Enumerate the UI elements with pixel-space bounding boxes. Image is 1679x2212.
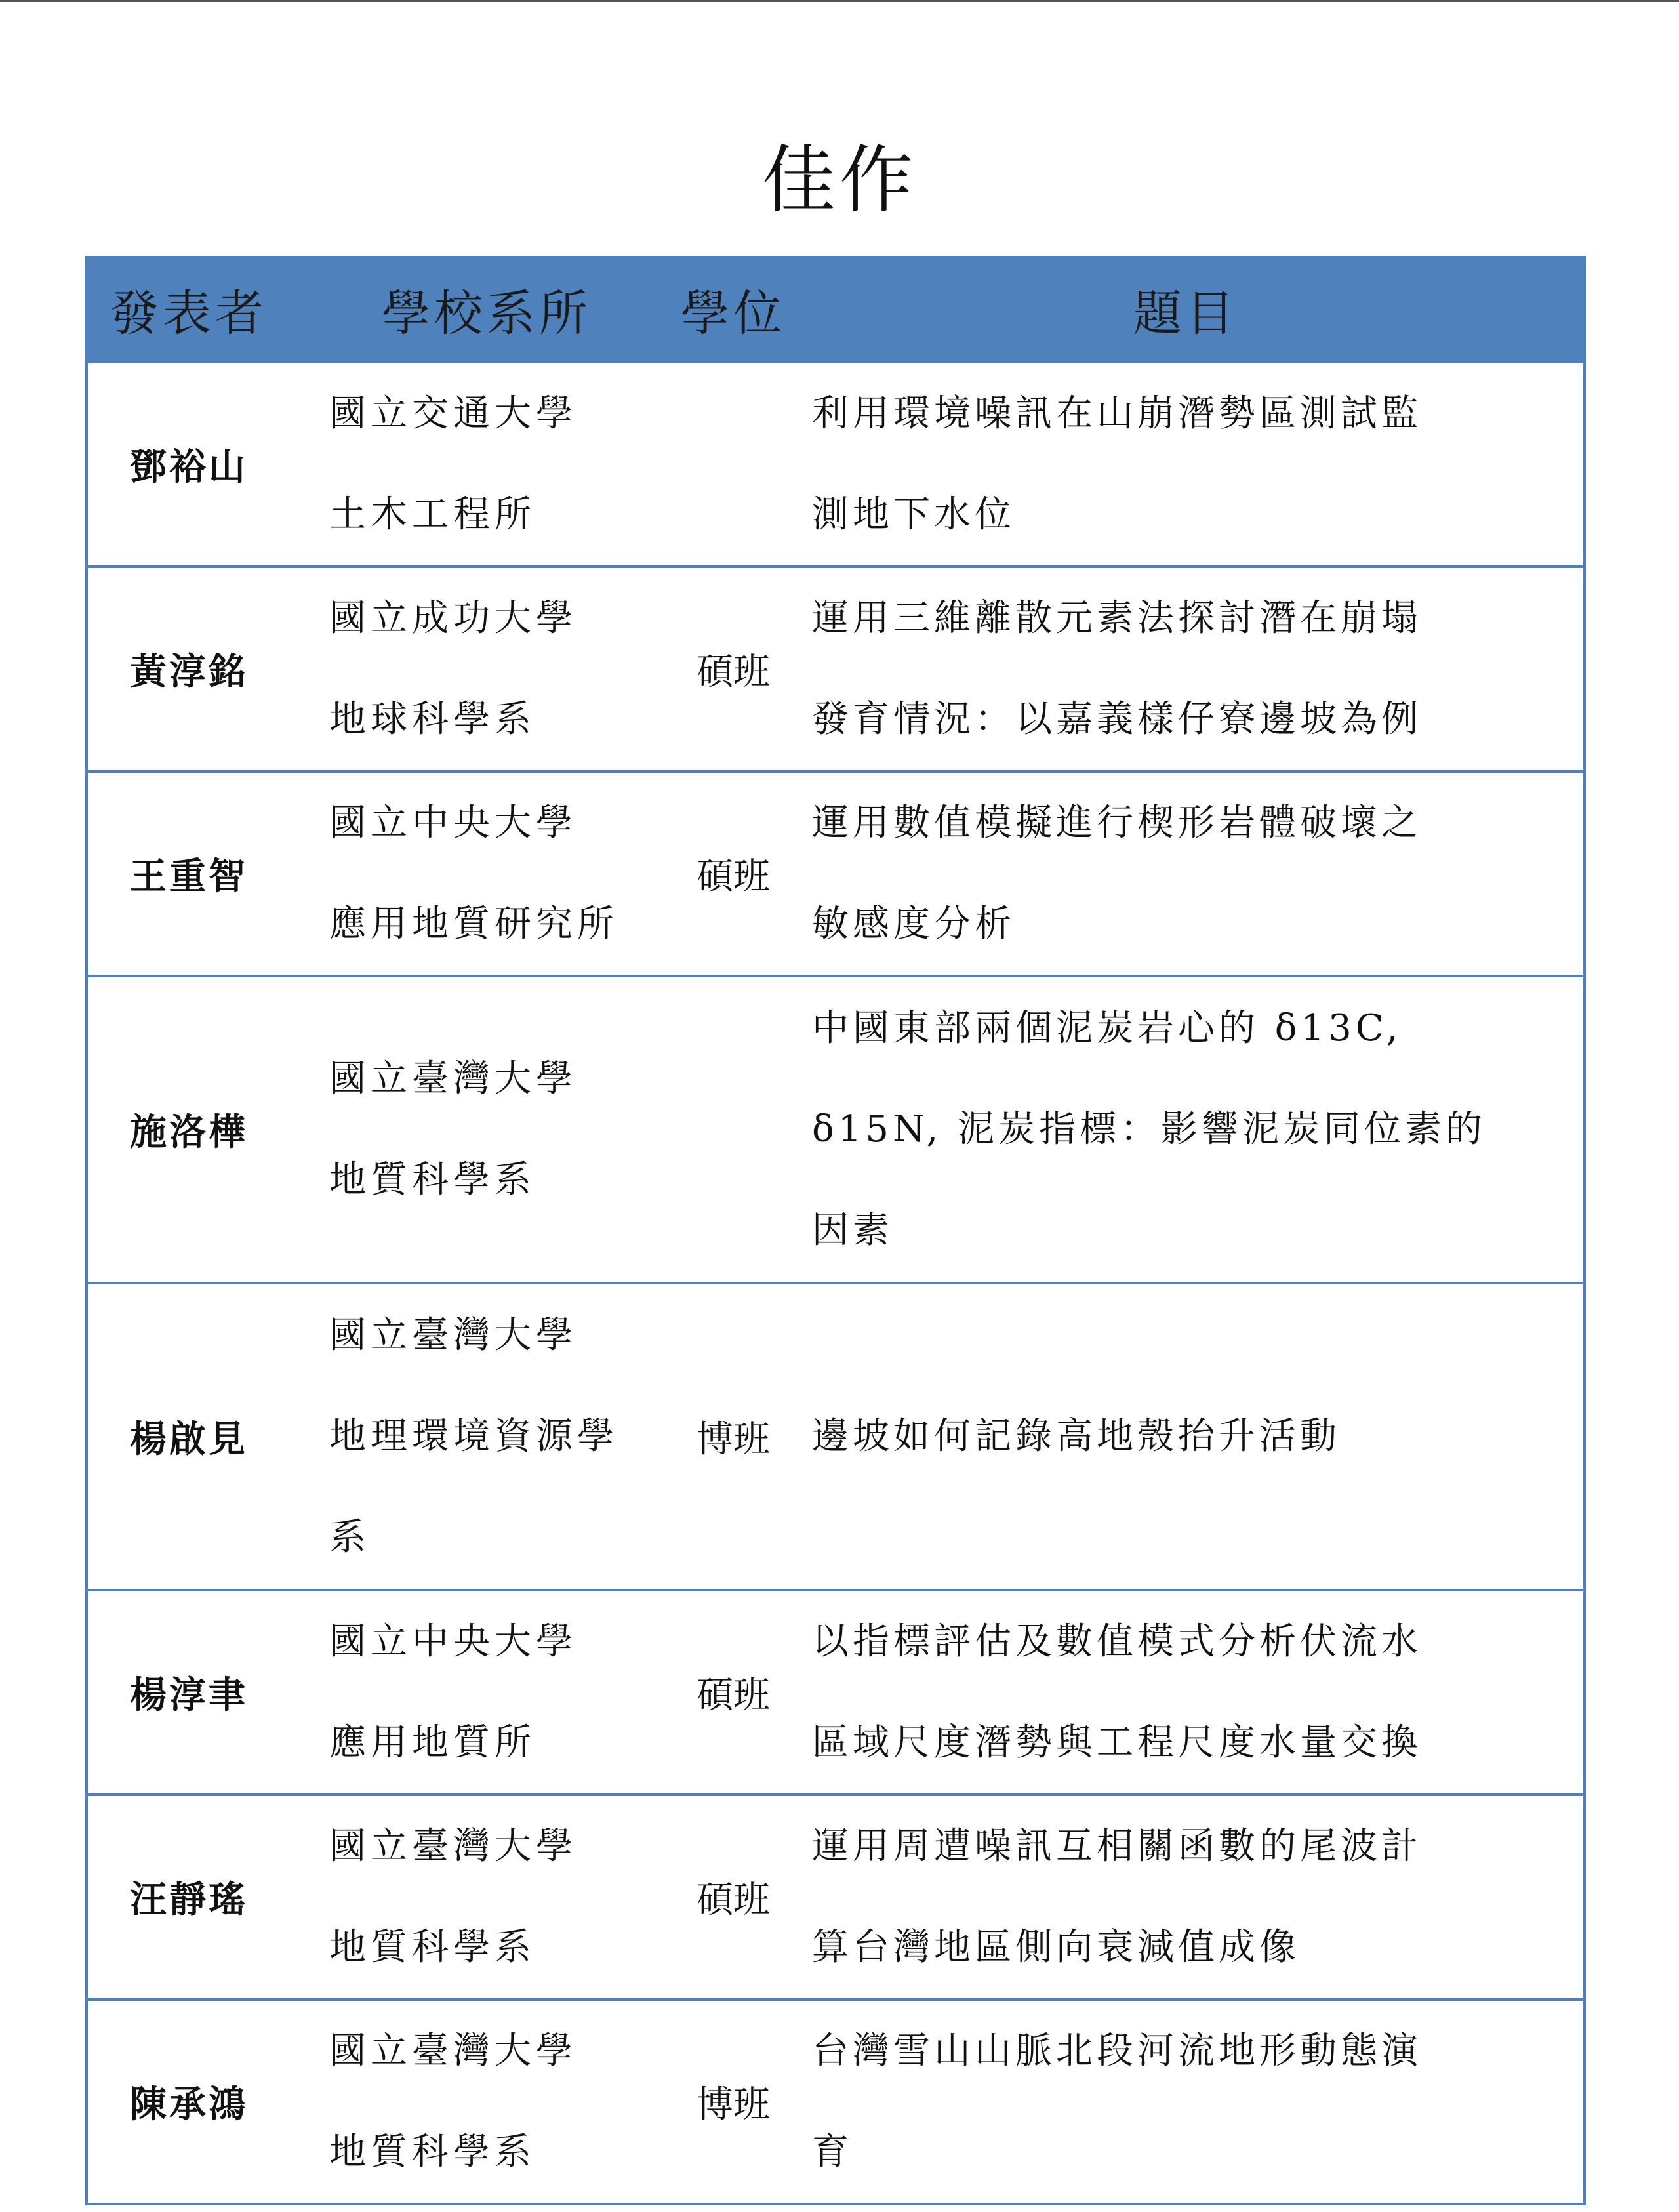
title-line: 敏感度分析 xyxy=(812,903,1015,945)
presenter-cell: 楊啟見 xyxy=(87,1283,294,1590)
table-row xyxy=(87,1795,1585,1999)
presenter-cell: 黃淳銘 xyxy=(87,567,294,771)
school-cell xyxy=(294,567,679,771)
presenter-cell: 鄧裕山 xyxy=(87,362,294,567)
table-row xyxy=(87,567,1585,771)
title-line: 運用三維離散元素法探討潛在崩塌 xyxy=(812,597,1422,640)
degree-cell xyxy=(679,362,787,567)
table-header-row xyxy=(87,257,1585,362)
title-line: 運用數值模擬進行楔形岩體破壞之 xyxy=(812,802,1422,844)
title-line: 以指標評估及數值模式分析伏流水 xyxy=(812,1620,1422,1663)
title-cell xyxy=(787,1590,1585,1795)
school-line: 地理環境資源學 xyxy=(329,1415,618,1458)
school-line: 應用地質研究所 xyxy=(329,903,618,945)
school-line: 國立中央大學 xyxy=(329,1620,577,1663)
page-title: 佳作 xyxy=(762,138,917,223)
degree-cell: 碩班 xyxy=(679,567,787,771)
title-line: 發育情況：以嘉義樣仔寮邊坡為例 xyxy=(812,698,1422,741)
school-line: 應用地質所 xyxy=(329,1721,536,1764)
title-line: 中國東部兩個泥炭岩心的 δ13C, xyxy=(812,1007,1402,1050)
title-line: 台灣雪山山脈北段河流地形動態演 xyxy=(812,2030,1422,2072)
presenter-cell: 施洛樺 xyxy=(87,976,294,1283)
page-top-rule xyxy=(0,0,1679,2)
degree-cell: 博班 xyxy=(679,1283,787,1590)
degree-cell: 博班 xyxy=(679,1999,787,2204)
presenter-cell: 楊淳聿 xyxy=(87,1590,294,1795)
title-line: 育 xyxy=(812,2131,853,2173)
table-row xyxy=(87,976,1585,1283)
header-degree: 學位 xyxy=(679,257,787,362)
title-cell xyxy=(787,362,1585,567)
title-cell xyxy=(787,976,1585,1283)
title-line: 邊坡如何記錄高地殼抬升活動 xyxy=(812,1415,1341,1458)
title-line: 測地下水位 xyxy=(812,493,1015,536)
header-school: 學校系所 xyxy=(294,257,679,362)
title-cell xyxy=(787,567,1585,771)
title-line: 利用環境噪訊在山崩潛勢區測試監 xyxy=(812,392,1422,435)
title-cell xyxy=(787,1795,1585,1999)
school-line: 國立臺灣大學 xyxy=(329,1057,577,1100)
school-line: 地球科學系 xyxy=(329,698,536,741)
school-cell xyxy=(294,1795,679,1999)
school-cell xyxy=(294,1283,679,1590)
school-line: 國立交通大學 xyxy=(329,392,577,435)
school-cell xyxy=(294,976,679,1283)
school-line: 地質科學系 xyxy=(329,1926,536,1969)
header-title: 題目 xyxy=(787,257,1585,362)
school-line: 土木工程所 xyxy=(329,493,536,536)
presenter-cell: 陳承鴻 xyxy=(87,1999,294,2204)
school-line: 國立中央大學 xyxy=(329,802,577,844)
table-row xyxy=(87,1590,1585,1795)
school-cell xyxy=(294,771,679,976)
school-line: 地質科學系 xyxy=(329,1158,536,1201)
title-line: 區域尺度潛勢與工程尺度水量交換 xyxy=(812,1721,1422,1764)
table-row xyxy=(87,1999,1585,2204)
title-line: 因素 xyxy=(812,1209,893,1252)
degree-cell: 碩班 xyxy=(679,771,787,976)
title-cell xyxy=(787,1999,1585,2204)
degree-cell: 碩班 xyxy=(679,1795,787,1999)
title-cell xyxy=(787,771,1585,976)
school-cell xyxy=(294,362,679,567)
degree-cell: 碩班 xyxy=(679,1590,787,1795)
school-line: 國立臺灣大學 xyxy=(329,2030,577,2072)
awards-table xyxy=(85,256,1586,2205)
title-cell xyxy=(787,1283,1585,1590)
title-line: δ15N, 泥炭指標：影響泥炭同位素的 xyxy=(812,1108,1486,1151)
school-line: 國立臺灣大學 xyxy=(329,1825,577,1868)
school-line: 系 xyxy=(329,1516,371,1559)
presenter-cell: 王重智 xyxy=(87,771,294,976)
table-row xyxy=(87,1283,1585,1590)
school-cell xyxy=(294,1590,679,1795)
title-line: 算台灣地區側向衰減值成像 xyxy=(812,1926,1300,1969)
table-row xyxy=(87,771,1585,976)
presenter-cell: 汪靜瑤 xyxy=(87,1795,294,1999)
header-presenter: 發表者 xyxy=(87,257,294,362)
school-line: 國立成功大學 xyxy=(329,597,577,640)
school-line: 地質科學系 xyxy=(329,2131,536,2173)
school-line: 國立臺灣大學 xyxy=(329,1314,577,1357)
school-cell xyxy=(294,1999,679,2204)
table-row xyxy=(87,362,1585,567)
title-line: 運用周遭噪訊互相關函數的尾波計 xyxy=(812,1825,1422,1868)
degree-cell xyxy=(679,976,787,1283)
